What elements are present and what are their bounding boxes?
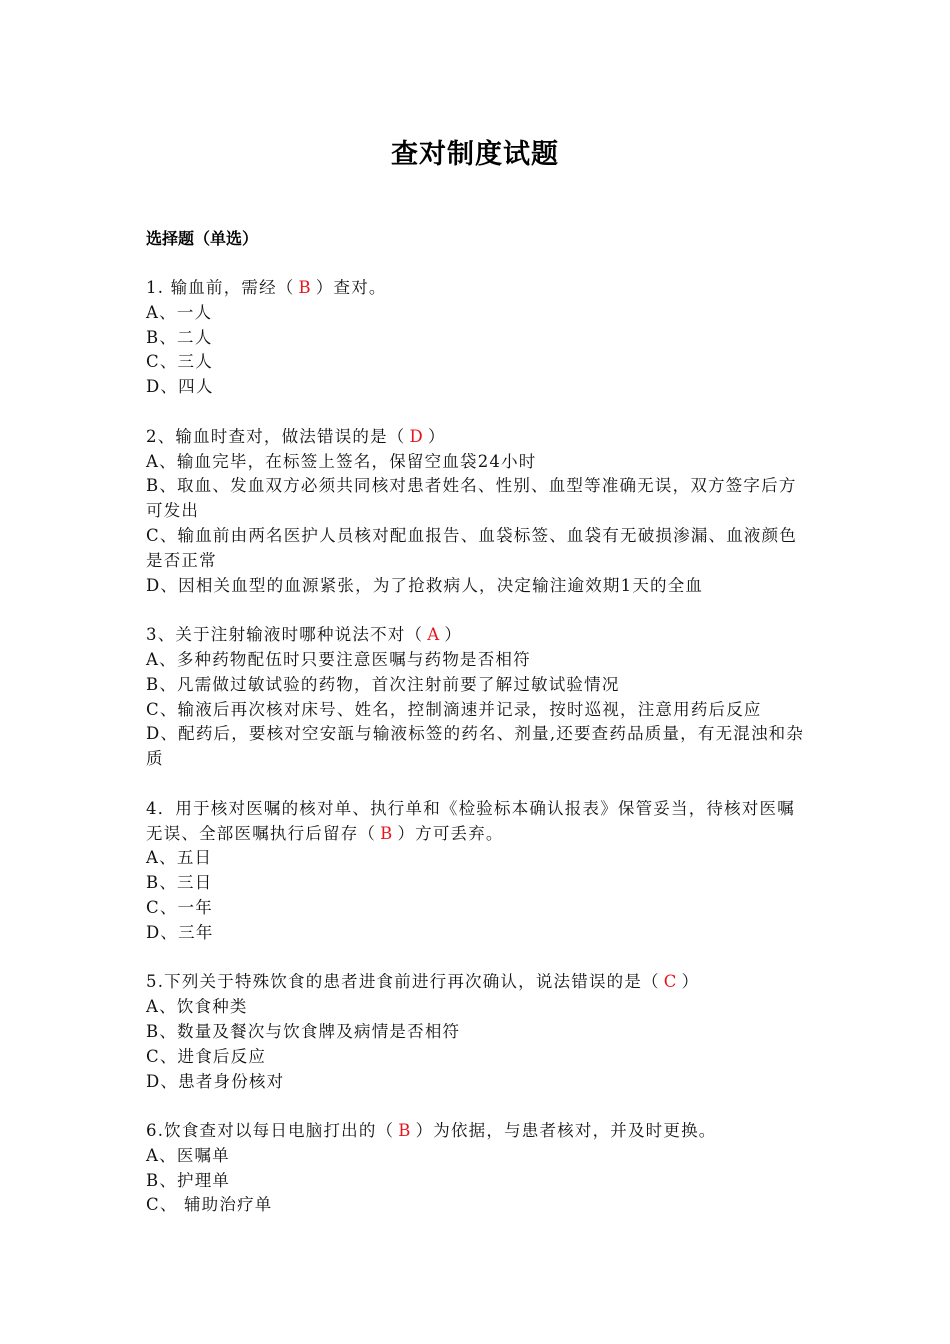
option-d: D、患者身份核对 (146, 1071, 285, 1091)
option-c: C、三人 (146, 352, 213, 372)
option-b: B、护理单 (146, 1170, 231, 1190)
answer-letter: D (409, 426, 424, 446)
option-a: A、饮食种类 (146, 997, 248, 1017)
option-d: D、四人 (146, 377, 214, 397)
question-text: 3、关于注射输液时哪种说法不对（ (146, 625, 424, 645)
option-b: B、取血、发血双方必须共同核对患者姓名、性别、血型等准确无误，双方签字后方可发出 (146, 476, 797, 521)
answer-letter: B (380, 823, 394, 843)
question-6 (146, 1119, 810, 1218)
option-d: D、因相关血型的血源紧张，为了抢救病人，决定输注逾效期1天的全血 (146, 575, 704, 595)
answer-letter: B (298, 278, 312, 297)
question-text-end: ） (427, 426, 446, 446)
question-4 (146, 797, 810, 946)
answer-letter: A (427, 625, 441, 645)
option-a: A、多种药物配伍时只要注意医嘱与药物是否相符 (146, 649, 531, 669)
option-a: A、输血完毕，在标签上签名，保留空血袋24小时 (146, 451, 537, 471)
question-text: 1. 输血前，需经（ (146, 278, 295, 297)
answer-letter: B (398, 1121, 412, 1141)
answer-letter: C (663, 972, 678, 992)
question-text: 6.饮食查对以每日电脑打出的（ (146, 1121, 395, 1141)
option-c: C、输血前由两名医护人员核对配血报告、血袋标签、血袋有无破损渗漏、血液颜色是否正常 (146, 525, 798, 570)
question-2 (146, 425, 810, 599)
option-b: B、凡需做过敏试验的药物，首次注射前要了解过敏试验情况 (146, 674, 620, 694)
question-text: 4．用于核对医嘱的核对单、执行单和《检验标本确认报表》保管妥当，待核对医嘱无误、全部医嘱执行后留存（ (146, 798, 795, 843)
question-stem (146, 276, 810, 301)
question-5 (146, 970, 810, 1094)
question-text-end: ）为依据，与患者核对，并及时更换。 (415, 1121, 717, 1141)
option-b: B、数量及餐次与饮食牌及病情是否相符 (146, 1021, 461, 1041)
question-stem (146, 1119, 810, 1144)
question-text-end: ） (444, 625, 463, 645)
question-stem (146, 970, 810, 995)
option-c: C、一年 (146, 897, 213, 917)
question-list (146, 276, 810, 1243)
question-3 (146, 623, 810, 772)
option-a: A、五日 (146, 848, 213, 868)
question-1 (146, 276, 810, 400)
section-heading: 选择题（单选） (146, 229, 259, 248)
question-stem (146, 797, 810, 847)
question-stem (146, 623, 810, 648)
option-b: B、二人 (146, 327, 213, 347)
question-text-end: ）查对。 (315, 278, 387, 297)
option-c: C、 辅助治疗单 (146, 1195, 273, 1215)
question-text-end: ） (681, 972, 700, 992)
option-d: D、配药后，要核对空安瓿与输液标签的药名、剂量,还要查药品质量，有无混浊和杂质 (146, 724, 805, 769)
option-b: B、三日 (146, 873, 213, 893)
option-a: A、一人 (146, 302, 213, 322)
option-a: A、医嘱单 (146, 1145, 230, 1165)
option-c: C、进食后反应 (146, 1046, 267, 1066)
option-c: C、输液后再次核对床号、姓名，控制滴速并记录，按时巡视，注意用药后反应 (146, 699, 762, 719)
document-title: 查对制度试题 (391, 139, 559, 170)
option-d: D、三年 (146, 922, 214, 942)
question-stem (146, 425, 810, 450)
question-text: 2、输血时查对，做法错误的是（ (146, 426, 406, 446)
question-text: 5.下列关于特殊饮食的患者进食前进行再次确认，说法错误的是（ (146, 972, 660, 992)
question-text-end: ）方可丢弃。 (397, 823, 504, 843)
